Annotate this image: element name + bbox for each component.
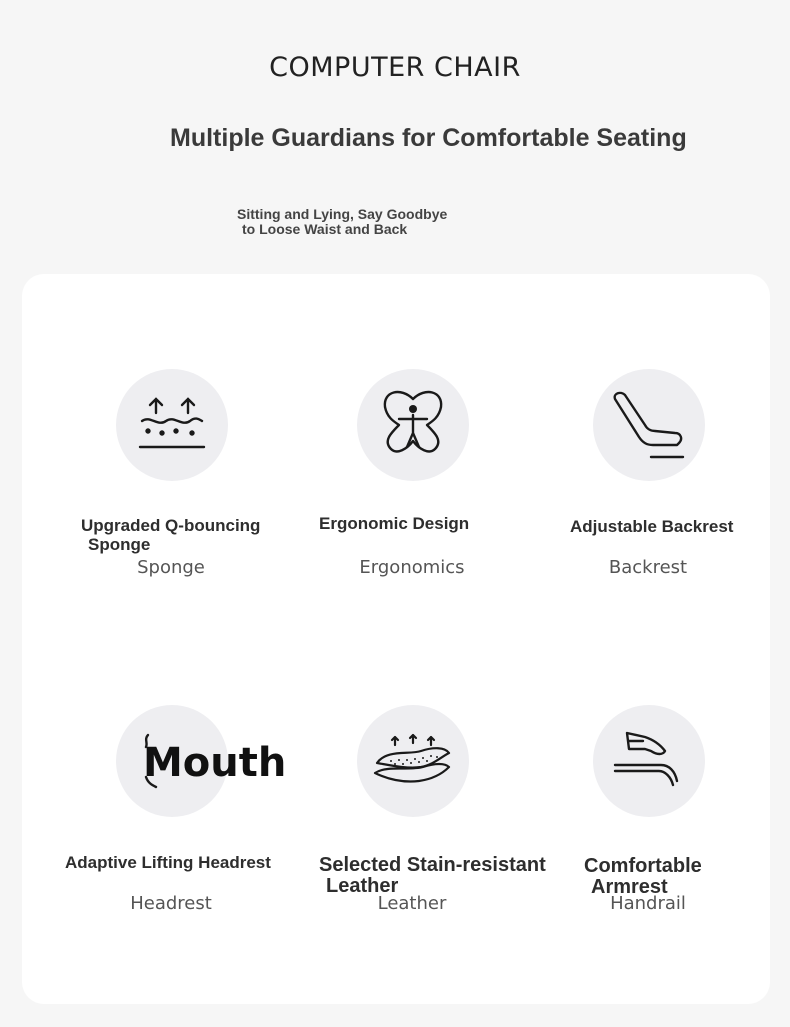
armrest-hand-icon (593, 705, 705, 817)
feature-subtitle-armrest: Handrail (610, 893, 686, 914)
headline: Multiple Guardians for Comfortable Seating (170, 124, 687, 152)
feature-title-ergonomic: Ergonomic Design (319, 514, 470, 533)
subheadline-line-1: Sitting and Lying, Say Goodbye (237, 206, 448, 222)
feature-title-sponge: Upgraded Q-bouncing Sponge (81, 516, 261, 554)
leather-layers-icon (357, 705, 469, 817)
feature-title-headrest: Adaptive Lifting Headrest (65, 853, 271, 872)
feature-subtitle-leather: Leather (377, 893, 447, 914)
feature-subtitle-sponge: Sponge (137, 557, 205, 578)
sponge-icon (116, 369, 228, 481)
ergonomic-figure-icon (357, 369, 469, 481)
feature-title-leather: Selected Stain-resistant Leather (319, 854, 546, 897)
feature-subtitle-backrest: Backrest (608, 557, 688, 578)
page-title: COMPUTER CHAIR (269, 52, 521, 83)
feature-subtitle-ergonomic: Ergonomics (359, 557, 465, 578)
feature-subtitle-headrest: Headrest (130, 893, 212, 914)
feature-title-backrest: Adjustable Backrest (570, 517, 734, 536)
subheadline-line-2: to Loose Waist and Back (242, 221, 408, 237)
reclining-seat-icon (593, 369, 705, 481)
subheadline (237, 207, 447, 237)
overlay-text: Mouth (143, 740, 287, 786)
feature-title-armrest: Comfortable Armrest (584, 855, 702, 898)
